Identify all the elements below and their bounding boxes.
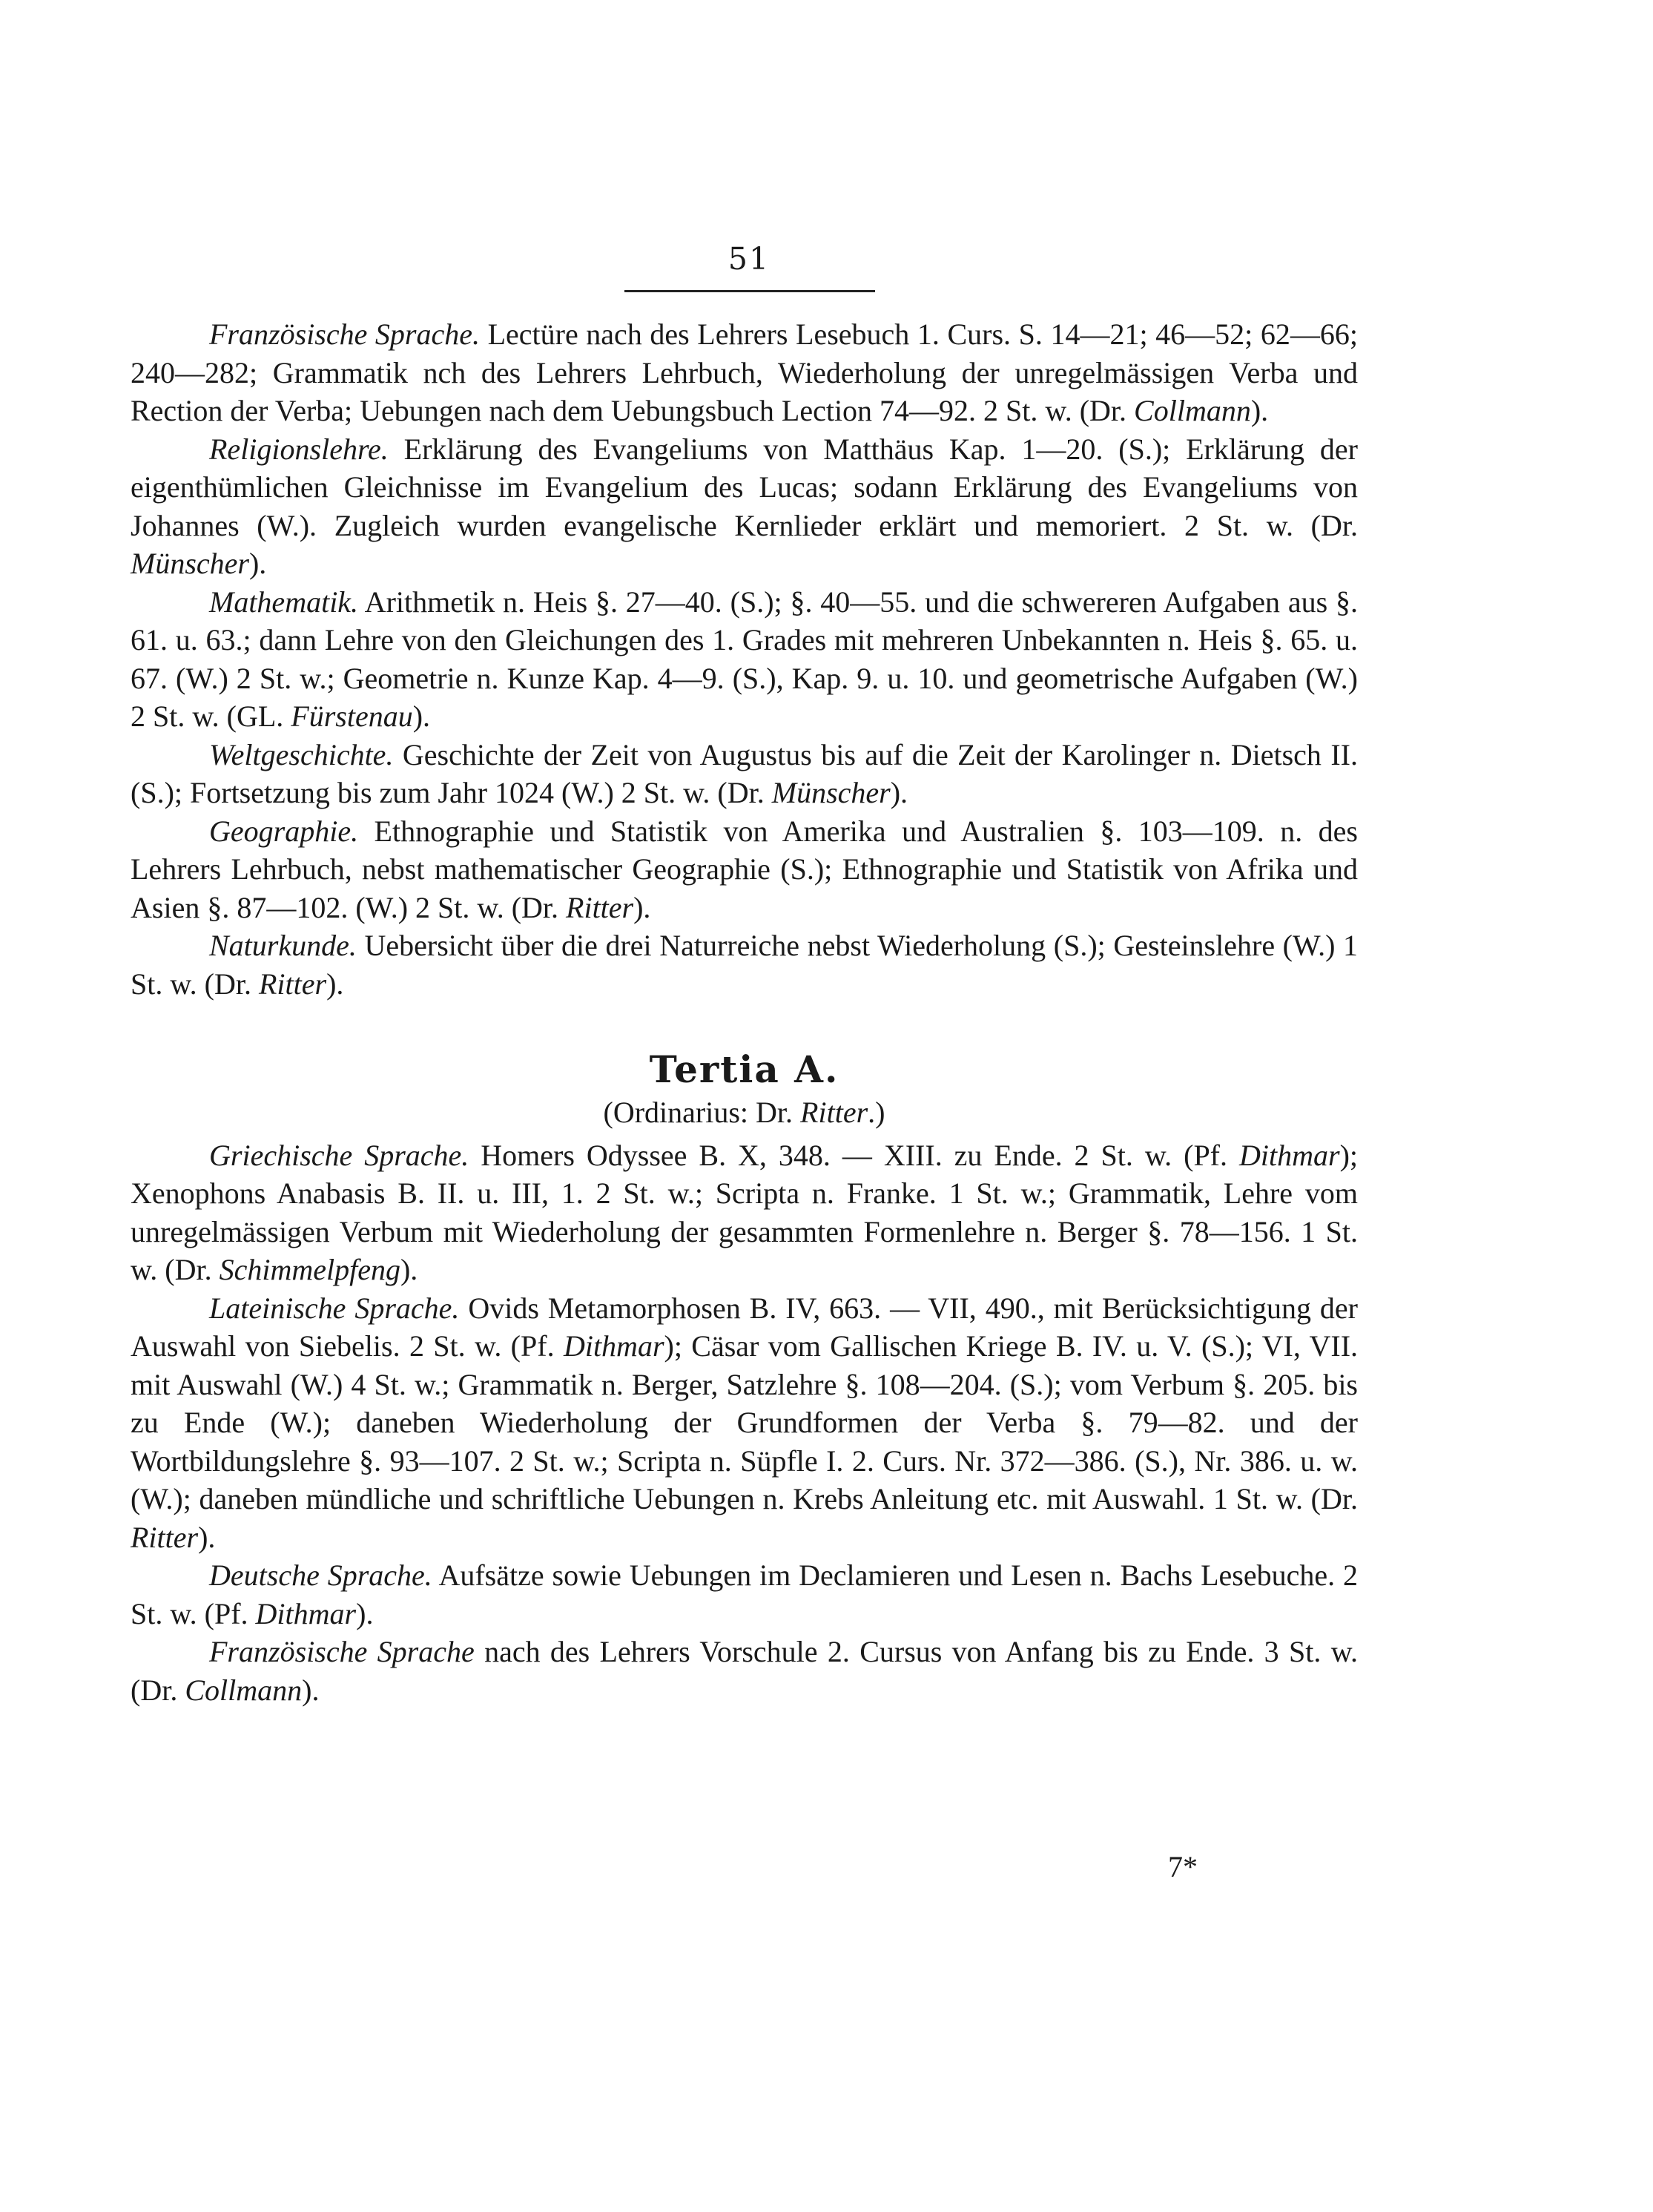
subject-paragraph <box>131 812 1358 927</box>
ordinarius-line <box>131 1093 1358 1132</box>
teacher-name: Münscher <box>131 547 249 580</box>
paragraph-text: ). <box>302 1673 320 1707</box>
page-number: 51 <box>727 241 771 277</box>
subject-paragraph <box>131 1633 1358 1709</box>
subject-paragraph <box>131 926 1358 1003</box>
ordinarius-prefix: (Ordinarius: Dr. <box>603 1096 801 1129</box>
signature-mark: 7* <box>1168 1850 1198 1883</box>
ordinarius-suffix: .) <box>868 1096 885 1129</box>
paragraph-text: Ethnographie und Statistik von Amerika und Australien §. 103—109. n. des Lehrers Lehrbuch, nebst mathematischer Geographie (S.); Ethnographie und Statistik von Afrika und Asien §. 87—102. (W.) 2 St. w. (Dr. <box>131 814 1358 924</box>
subject-title: Griechische Sprache. <box>209 1138 469 1172</box>
paragraph-text: ). <box>412 700 431 733</box>
subject-title: Mathematik. <box>209 585 359 619</box>
paragraph-text: Lectüre nach des Lehrers Lesebuch 1. Curs. S. 14—21; 46—52; 62—66; 240—282; Grammatik nch des Lehrers Lehrbuch, Wiederholung der unregelmässigen Verba und Rection der Verba; Uebungen nach dem Uebungsbuch Lection 74—92. 2 St. w. (Dr. <box>131 317 1358 427</box>
teacher-name: Münscher <box>771 776 891 809</box>
teacher-name: Collmann <box>1134 394 1251 427</box>
paragraph-text: ). <box>356 1596 374 1630</box>
teacher-name: Ritter <box>131 1520 199 1554</box>
teacher-name: Dithmar <box>255 1596 357 1630</box>
teacher-name: Collmann <box>185 1673 303 1707</box>
header-rule <box>624 290 875 292</box>
teacher-name: Ritter <box>566 890 634 924</box>
paragraph-text: ). <box>400 1253 418 1286</box>
paragraph-text: Homers Odyssee B. X, 348. — XIII. zu Ende. 2 St. w. (Pf. <box>469 1138 1239 1172</box>
subject-title: Französische Sprache. <box>209 317 480 351</box>
tertia-section <box>131 1136 1358 1710</box>
subject-paragraph <box>131 736 1358 812</box>
subject-paragraph <box>131 1289 1358 1557</box>
ordinarius-name: Ritter <box>800 1096 868 1129</box>
teacher-name: Fürstenau <box>291 700 413 733</box>
paragraph-text: Geschichte der Zeit von Augustus bis auf die Zeit der Karolinger n. Dietsch II. (S.); Fortsetzung bis zum Jahr 1024 (W.) 2 St. w. (Dr. <box>131 737 1358 809</box>
paragraph-text: ). <box>890 776 908 809</box>
teacher-name: Dithmar <box>563 1329 664 1363</box>
teacher-name: Schimmelpfeng <box>219 1253 400 1286</box>
paragraph-text: Uebersicht über die drei Naturreiche nebst Wiederholung (S.); Gesteinslehre (W.) 1 St. w. (Dr. <box>131 929 1358 1001</box>
subject-title: Weltgeschichte. <box>209 737 394 771</box>
intro-section <box>131 315 1358 1003</box>
subject-paragraph <box>131 583 1358 736</box>
paragraph-text: ). <box>633 890 651 924</box>
paragraph-text: ). <box>198 1520 216 1554</box>
paragraph-text: ); Cäsar vom Gallischen Kriege B. IV. u. V. (S.); VI, VII. mit Auswahl (W.) 4 St. w.; Grammatik n. Berger, Satzlehre §. 108—204. (S.); vom Verbum §. 205. bis zu Ende (W.); daneben Wiederholung der Grundformen der Verba §. 79—82. und der Wortbildungslehre §. 93—107. 2 St. w.; Scripta n. Süpfle I. 2. Curs. Nr. 372—386. (S.), Nr. 386. u. w. (W.); daneben mündliche und schriftliche Uebungen n. Krebs Anleitung etc. mit Auswahl. 1 St. w. (Dr. <box>131 1329 1359 1515</box>
subject-title: Religionslehre. <box>209 432 389 466</box>
paragraph-text: Erklärung des Evangeliums von Matthäus Kap. 1—20. (S.); Erklärung der eigenthümlichen Gleichnisse im Evangelium des Lucas; sodann Erklärung des Evangeliums von Johannes (W.). Zugleich wurden evangelische Kernlieder erklärt und memoriert. 2 St. w. (Dr. <box>131 432 1358 542</box>
paragraph-text: ). <box>248 547 267 580</box>
subject-title: Geographie. <box>209 814 359 848</box>
subject-title: Französische Sprache <box>209 1635 475 1668</box>
subject-paragraph <box>131 315 1358 430</box>
subject-paragraph <box>131 430 1358 583</box>
subject-title: Naturkunde. <box>209 929 357 962</box>
paragraph-text: nach des Lehrers Vorschule 2. Cursus von Anfang bis zu Ende. 3 St. w. (Dr. <box>131 1635 1358 1707</box>
teacher-name: Ritter <box>258 967 327 1001</box>
section-heading: Tertia A. <box>649 1047 839 1091</box>
paragraph-text: ); Xenophons Anabasis B. II. u. III, 1. 2 St. w.; Scripta n. Franke. 1 St. w.; Grammatik, Lehre vom unregelmässigen Verbum mit Wiederholung der gesammten Formenlehre n. Berger §. 78—156. 1 St. w. (Dr. <box>131 1138 1358 1286</box>
paragraph-text: ). <box>1250 394 1269 427</box>
subject-title: Deutsche Sprache. <box>209 1558 432 1592</box>
paragraph-text: Arithmetik n. Heis §. 27—40. (S.); §. 40—55. und die schwereren Aufgaben aus §. 61. u. 63.; dann Lehre von den Gleichungen des 1. Grades mit mehreren Unbekannten n. Heis §. 65. u. 67. (W.) 2 St. w.; Geometrie n. Kunze Kap. 4—9. (S.), Kap. 9. u. 10. und geometrische Aufgaben (W.) 2 St. w. (GL. <box>131 585 1358 733</box>
subject-paragraph <box>131 1136 1358 1289</box>
paragraph-text: Aufsätze sowie Uebungen im Declamieren und Lesen n. Bachs Lesebuche. 2 St. w. (Pf. <box>131 1558 1358 1630</box>
paragraph-text: ). <box>326 967 344 1001</box>
body-text <box>131 315 1358 1709</box>
paragraph-text: Ovids Metamorphosen B. IV, 663. — VII, 490., mit Berücksichtigung der Auswahl von Siebelis. 2 St. w. (Pf. <box>131 1291 1358 1363</box>
subject-title: Lateinische Sprache. <box>209 1291 460 1325</box>
subject-paragraph <box>131 1556 1358 1633</box>
teacher-name: Dithmar <box>1238 1138 1340 1172</box>
